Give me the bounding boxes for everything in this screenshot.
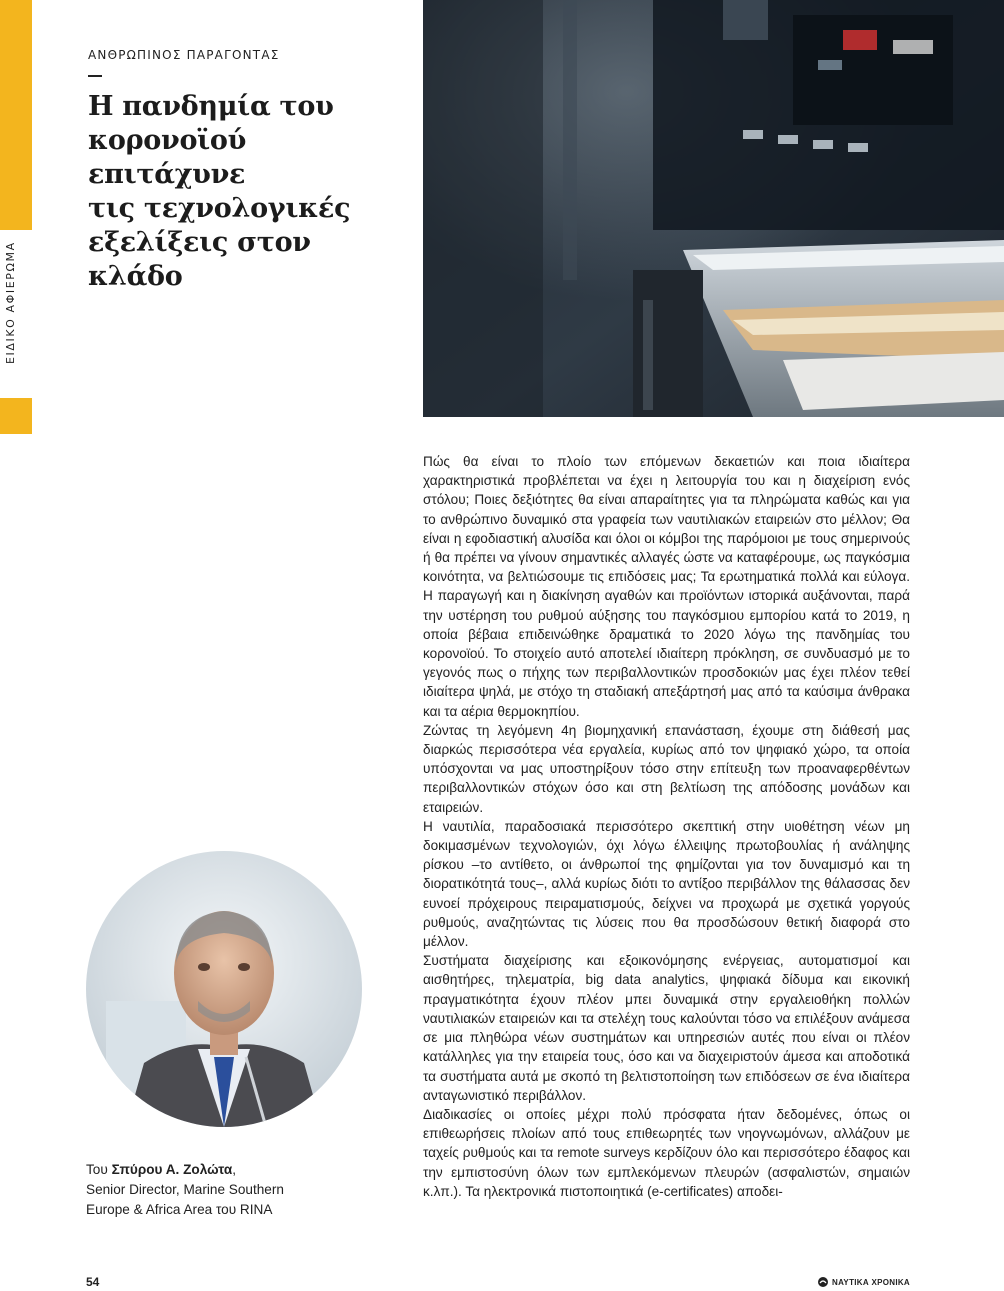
hero-photo-ship-bridge <box>423 0 1004 417</box>
author-credit <box>86 1160 366 1220</box>
sidebar-accent-top <box>0 0 32 230</box>
title-line: Η πανδημία του <box>88 91 334 122</box>
article-paragraph: Η ναυτιλία, παραδοσιακά περισσότερο σκεπτική στην υιοθέτηση νέων μη δοκιμασμένων τεχνολογιών, όχι λόγω έλλειψης πρωτοβουλίας ή ανάληψης ρίσκου –το αντίθετο, οι άνθρωποί της φημίζονται για τον δυναμισμό και τη διορατικότητά τους–, αλλά κυρίως διότι το αντίξοο περιβάλλον της θάλασσας δεν ευνοεί πρόχειρους πειραματισμούς, δείχνει να προχωρά με σχετικά γοργούς ρυθμούς, αναζητώντας τις λύσεις που θα προσδώσουν θετική διαφορά στο μέλλον. <box>423 818 910 950</box>
author-name: Σπύρου Α. Ζολώτα <box>111 1162 233 1177</box>
author-suffix: , <box>232 1162 237 1177</box>
article-paragraph: Διαδικασίες οι οποίες μέχρι πολύ πρόσφατα ήταν δεδομένες, όπως οι επιθεωρήσεις πλοίων από τους επιθεωρητές των νηογνωμόνων, αλλάζουν με ταχείς ρυθμούς και τα remote surveys κερδίζουν όλο και περισσότερο έδαφος και την εμπιστοσύνη όλων των εμπλεκόμενων πλευρών (ασφαλιστών, σημαιών κ.λπ.). Τα ηλεκτρονικά πιστοποιητικά (e-certificates) αποδει- <box>423 1106 910 1199</box>
author-role: Europe & Africa Area του RINA <box>86 1202 273 1217</box>
sidebar-accent-bottom <box>0 398 32 434</box>
article-paragraph: Συστήματα διαχείρισης και εξοικονόμησης ενέργειας, αυτοματισμοί και αισθητήρες, τηλεματρία, big data analytics, ψηφιακά δίδυμα και εικονική πραγματικότητα έχουν πλέον μπει δυναμικά στην εργαλειοθήκη πολλών ναυτιλιακών εταιρειών και τα στελέχη τους καλούνται τόσο να επιλέξουν ανάμεσα σε μια πληθώρα νέων συστημάτων και υπηρεσιών αυτές που είναι οι πλέον κατάλληλες για την εταιρεία τους, όσο και να διαχειριστούν άμεσα και αποδοτικά τα συστήματα αυτά με σκοπό τη βελτιστοποίηση των επιδόσεων σε ένα ιδιαίτερα ανταγωνιστικό περιβάλλον. <box>423 953 910 1103</box>
title-line: κορονοϊού επιτάχυνε <box>88 125 247 190</box>
author-photo <box>86 851 362 1127</box>
title-line: εξελίξεις στον κλάδο <box>88 227 311 292</box>
title-line: τις τεχνολογικές <box>88 193 351 224</box>
article-title <box>88 90 408 294</box>
hero-illustration <box>423 0 1004 417</box>
page-number: 54 <box>86 1275 100 1289</box>
sidebar-label: ΕΙΔΙΚΟ ΑΦΙΕΡΩΜΑ <box>4 241 17 364</box>
article-paragraph: Ζώντας τη λεγόμενη 4η βιομηχανική επανάσταση, έχουμε στη διάθεσή μας διαρκώς περισσότερα νέα εργαλεία, κυρίως από τον ψηφιακό χώρο, τα οποία υπόσχονται να μας υποστηρίξουν τόσο στην επίτευξη των προαναφερθέντων περιβαλλοντικών στόχων όσο και στη βελτίωση της απόδοσης μονάδων και εταιρειών. <box>423 722 910 815</box>
brand-name: ΝΑΥΤΙΚΑ ΧΡΟΝΙΚΑ <box>832 1277 910 1287</box>
brand-logo-icon <box>818 1277 828 1287</box>
section-kicker: ΑΝΘΡΩΠΙΝΟΣ ΠΑΡΑΓΟΝΤΑΣ <box>88 48 280 62</box>
section-dash <box>88 75 102 77</box>
author-portrait <box>86 851 362 1127</box>
article-body <box>423 452 910 1201</box>
author-role: Senior Director, Marine Southern <box>86 1182 284 1197</box>
article-paragraph: Πώς θα είναι το πλοίο των επόμενων δεκαετιών και ποια ιδιαίτερα χαρακτηριστικά προβλέπεται να έχει η λειτουργία του και η διαχείριση ενός στόλου; Ποιες δεξιότητες θα είναι απαραίτητες για τα πληρώματα καθώς και για το ανθρώπινο δυναμικό στα γραφεία των ναυτιλιακών εταιρειών στο μέλλον; Θα είναι η εφοδιαστική αλυσίδα και όλοι οι κόμβοι της παρόμοιοι με τους σημερινούς ή θα πρέπει να γίνουν σημαντικές αλλαγές ώστε να καταφέρουμε, ως παγκόσμια κοινότητα, να βελτιώσουμε τις επιδόσεις μας; Τα ερωτηματικά πολλά και εύλογα. Η παραγωγή και η διακίνηση αγαθών και προϊόντων ιστορικά αυξάνονται, παρά την υστέρηση του ρυθμού αύξησης του παγκόσμιου εμπορίου κατά το 2019, η οποία βέβαια επιδεινώθηκε δραματικά το 2020 λόγω της πανδημίας του κορονοϊού. Το στοιχείο αυτό αποτελεί ιδιαίτερη πρόκληση, σε συνδυασμό με το γεγονός πως ο πήχης των περιβαλλοντικών προσδοκιών μας έχει πλέον τεθεί ιδιαίτερα ψηλά, με στόχο τη σταδιακή απεξάρτησή μας από τα καύσιμα άνθρακα και τα αέρια θερμοκηπίου. <box>423 454 910 719</box>
publication-brand <box>818 1277 910 1287</box>
author-prefix: Του <box>86 1162 112 1177</box>
